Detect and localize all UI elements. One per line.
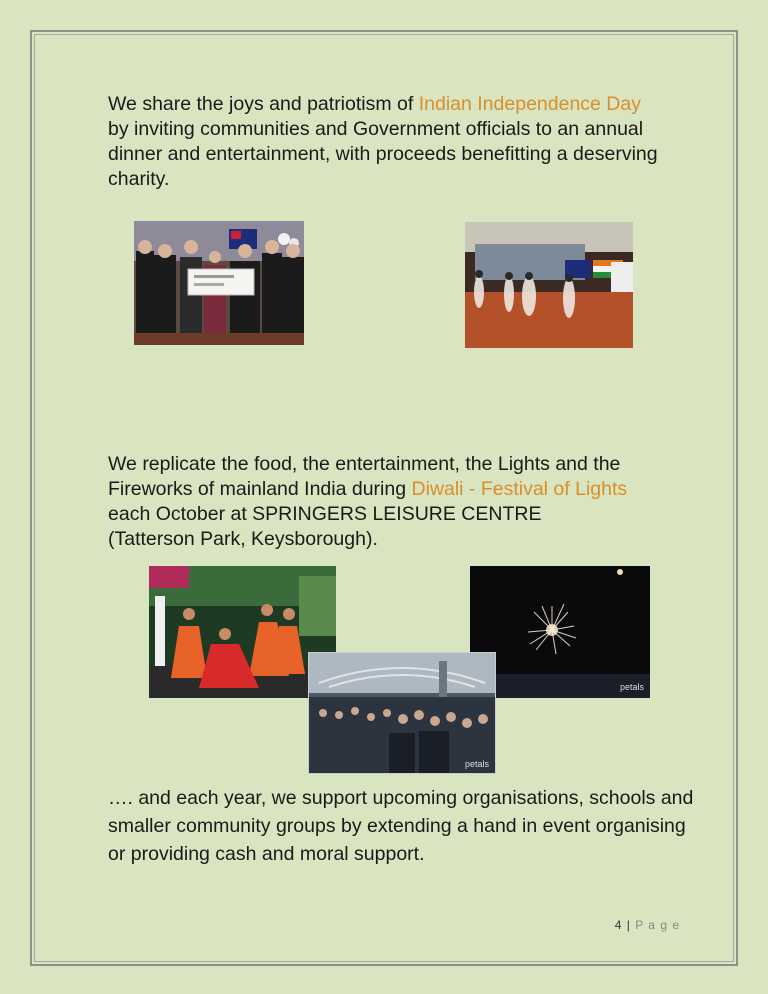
diwali-paragraph bbox=[108, 452, 698, 552]
p2-text-before: We replicate the food, the entertainment, the Lights and the Fireworks of mainland India during bbox=[108, 453, 621, 500]
fireworks-photo bbox=[470, 566, 650, 698]
p2-text-after-line1: each October at SPRINGERS LEISURE CENTRE bbox=[108, 503, 542, 525]
page-footer bbox=[560, 918, 680, 932]
independence-day-paragraph bbox=[108, 92, 698, 192]
community-support-paragraph: …. and each year, we support upcoming organisations, schools and smaller community groups by extending a hand in event organising or providing cash and moral support. bbox=[108, 787, 694, 865]
page-number: 4 bbox=[614, 918, 623, 932]
p1-text-before: We share the joys and patriotism of bbox=[108, 93, 419, 115]
dance-hall-photo bbox=[465, 222, 633, 348]
diwali-highlight: Diwali - Festival of Lights bbox=[411, 478, 628, 500]
cheque-presentation-photo bbox=[134, 221, 304, 345]
fireworks-watermark: petals bbox=[620, 682, 645, 692]
independence-day-highlight: Indian Independence Day bbox=[418, 93, 641, 115]
p2-text-after-line2: (Tatterson Park, Keysborough). bbox=[108, 528, 378, 550]
footer-separator: | bbox=[622, 918, 636, 932]
p1-text-after: by inviting communities and Government officials to an annual dinner and entertainment, with proceeds benefitting a deserving charity. bbox=[108, 118, 658, 190]
audience-watermark: petals bbox=[465, 759, 490, 769]
page-label: P a g e bbox=[635, 918, 680, 932]
audience-photo bbox=[308, 652, 496, 774]
